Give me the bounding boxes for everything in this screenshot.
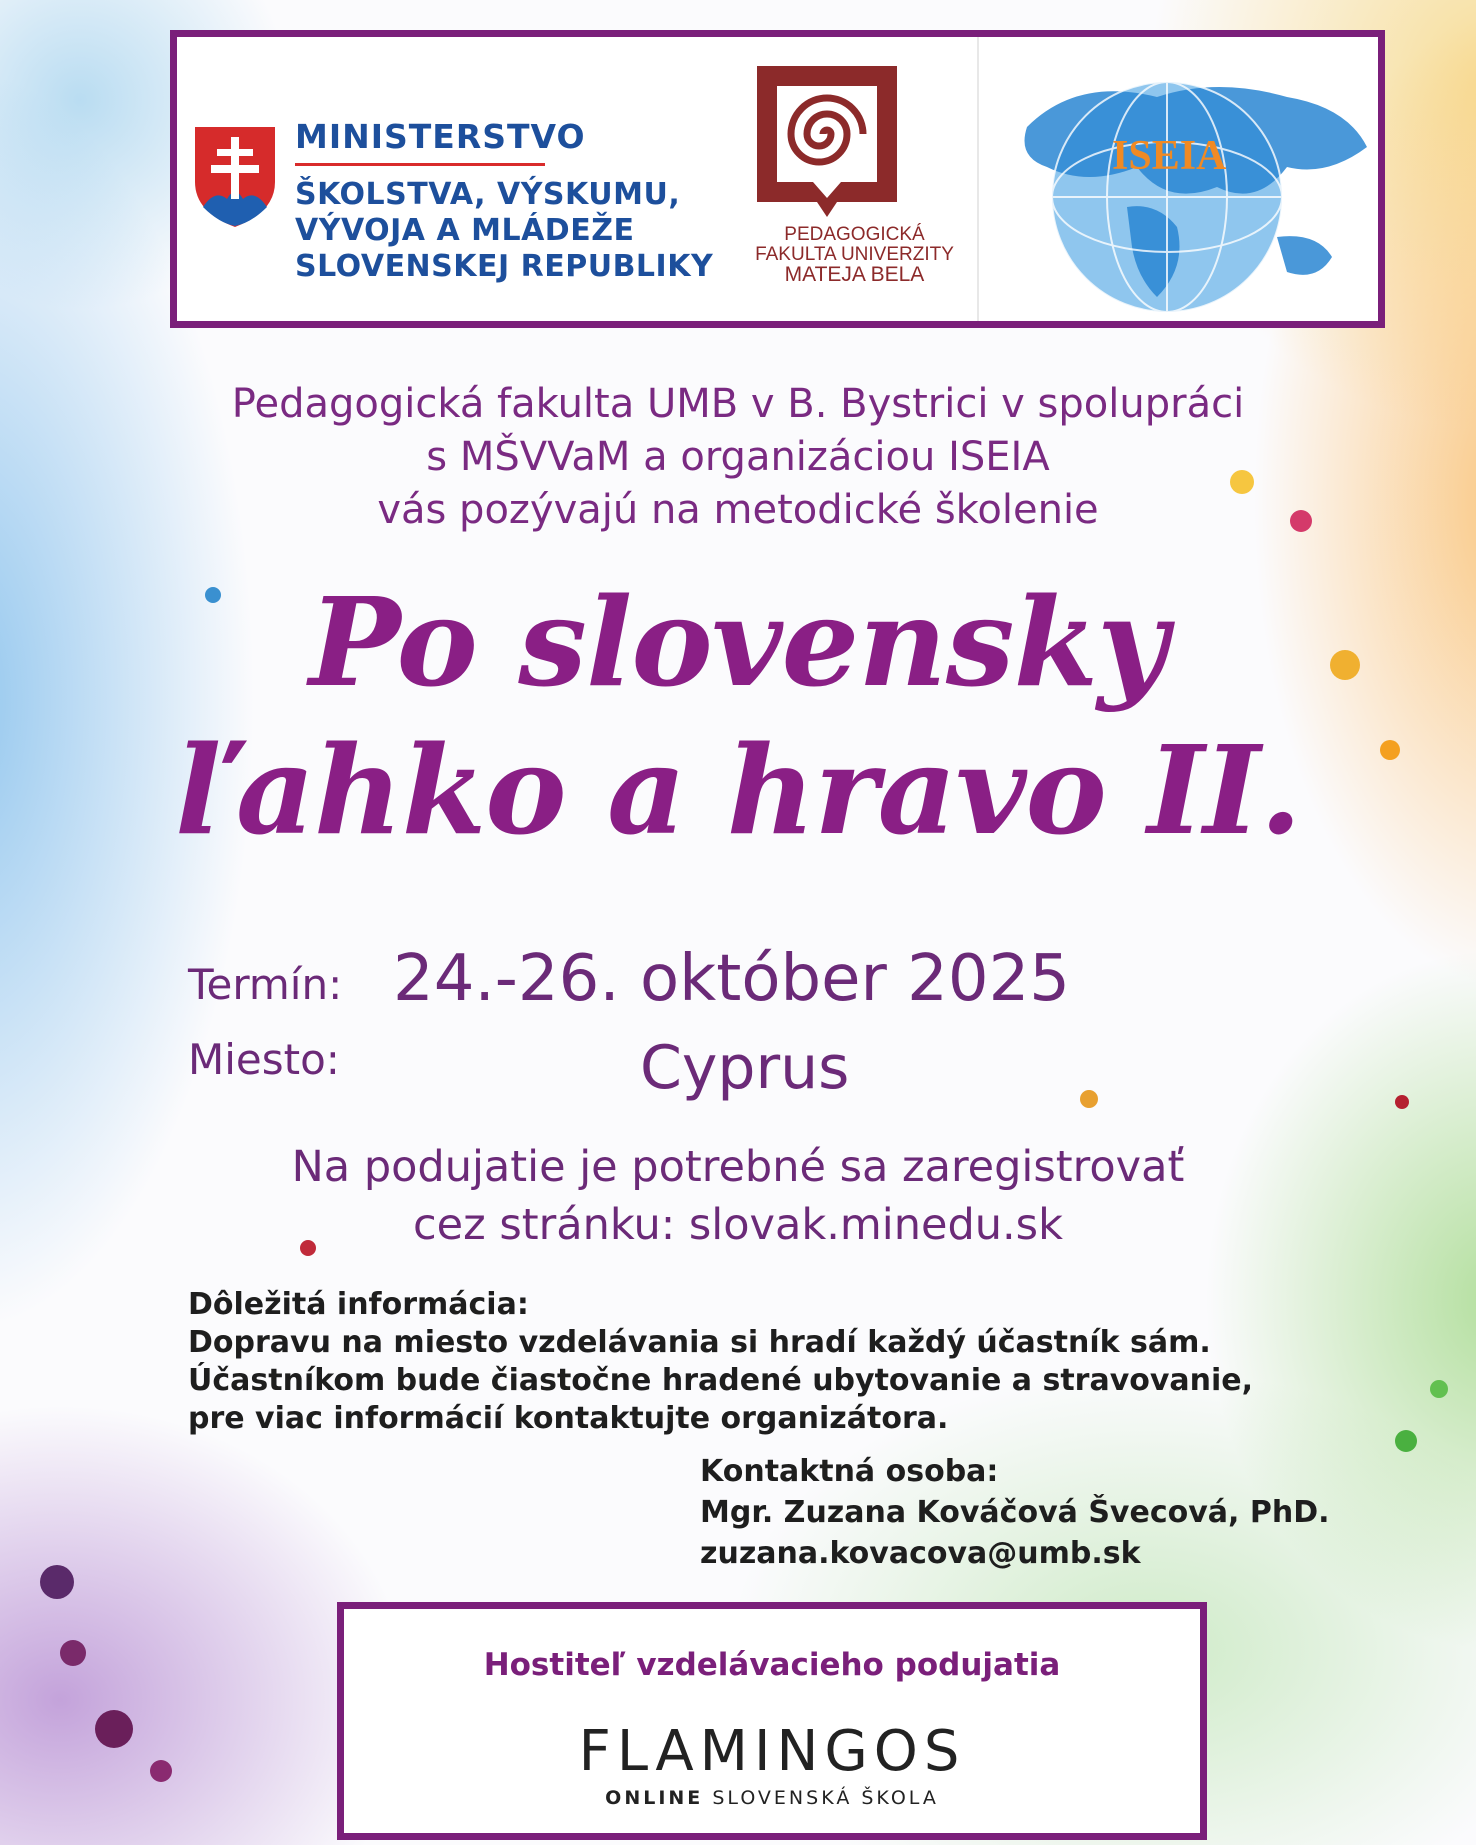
event-title-line1: Po slovensky: [308, 570, 1168, 714]
paint-splash: [95, 1710, 133, 1748]
place-value: Cyprus: [640, 1033, 850, 1103]
registration-note: [0, 1138, 1476, 1254]
host-title: Hostiteľ vzdelávacieho podujatia: [483, 1647, 1061, 1683]
contact-name: Mgr. Zuzana Kováčová Švecová, PhD.: [700, 1495, 1330, 1530]
paint-splash: [1080, 1090, 1098, 1108]
paint-splash: [1395, 1095, 1409, 1109]
logo-banner: [170, 30, 1385, 328]
place-label: Miesto:: [188, 1035, 340, 1084]
ministry-name-line4: SLOVENSKEJ REPUBLIKY: [295, 249, 714, 284]
invitation-line2: s MŠVVaM a organizáciou ISEIA: [426, 434, 1050, 480]
event-title: [0, 568, 1476, 864]
info-line1: Dopravu na miesto vzdelávania si hradí každý účastník sám.: [188, 1325, 1211, 1360]
paint-splash: [60, 1640, 86, 1666]
slovak-coat-of-arms-icon: [195, 127, 275, 227]
faculty-name-line3: MATEJA BELA: [784, 263, 925, 286]
contact-email: zuzana.kovacova@umb.sk: [700, 1536, 1141, 1571]
invitation-line1: Pedagogická fakulta UMB v B. Bystrici v spolupráci: [231, 381, 1245, 427]
registration-line1: Na podujatie je potrebné sa zaregistrovať: [291, 1142, 1185, 1192]
ministry-logo: [195, 97, 715, 284]
info-line2: Účastníkom bude čiastočne hradené ubytovanie a stravovanie,: [188, 1363, 1254, 1398]
faculty-name-line2: FAKULTA UNIVERZITY: [755, 244, 954, 265]
invitation-text: [0, 378, 1476, 537]
flamingos-logo: FLAMINGOS: [578, 1719, 966, 1784]
event-title-line2: ľahko a hravo II.: [175, 718, 1301, 862]
iseia-wordmark: ISEIA: [1112, 133, 1227, 179]
flamingos-tagline-bold: ONLINE: [605, 1787, 704, 1809]
info-line3: pre viac informácií kontaktujte organizátora.: [188, 1401, 949, 1436]
contact-person: [700, 1451, 1380, 1574]
paint-splash: [150, 1760, 172, 1782]
paint-splash: [1395, 1430, 1417, 1452]
paint-splash: [40, 1565, 74, 1599]
ministry-name-rest: [295, 177, 713, 285]
host-banner: [337, 1602, 1207, 1840]
term-value: 24.-26. október 2025: [393, 942, 1070, 1016]
iseia-globe-icon: [987, 57, 1382, 317]
flamingos-tagline: [344, 1787, 1200, 1809]
contact-heading: Kontaktná osoba:: [700, 1454, 999, 1489]
ministry-name-line2: ŠKOLSTVA, VÝSKUMU,: [295, 177, 681, 212]
paint-splash: [1430, 1380, 1448, 1398]
info-heading: Dôležitá informácia:: [188, 1287, 529, 1322]
important-info: [188, 1286, 1348, 1438]
ministry-red-rule: [295, 163, 545, 166]
term-label: Termín:: [188, 960, 343, 1009]
invitation-line3: vás pozývajú na metodické školenie: [377, 487, 1099, 533]
faculty-name: [737, 225, 972, 285]
faculty-name-line1: PEDAGOGICKÁ: [784, 224, 925, 245]
ministry-name-line3: VÝVOJA A MLÁDEŽE: [295, 213, 635, 248]
registration-line2: cez stránku: slovak.minedu.sk: [413, 1200, 1063, 1250]
ministry-name-line1: MINISTERSTVO: [295, 117, 586, 156]
flamingos-tagline-rest: SLOVENSKÁ ŠKOLA: [712, 1787, 939, 1809]
